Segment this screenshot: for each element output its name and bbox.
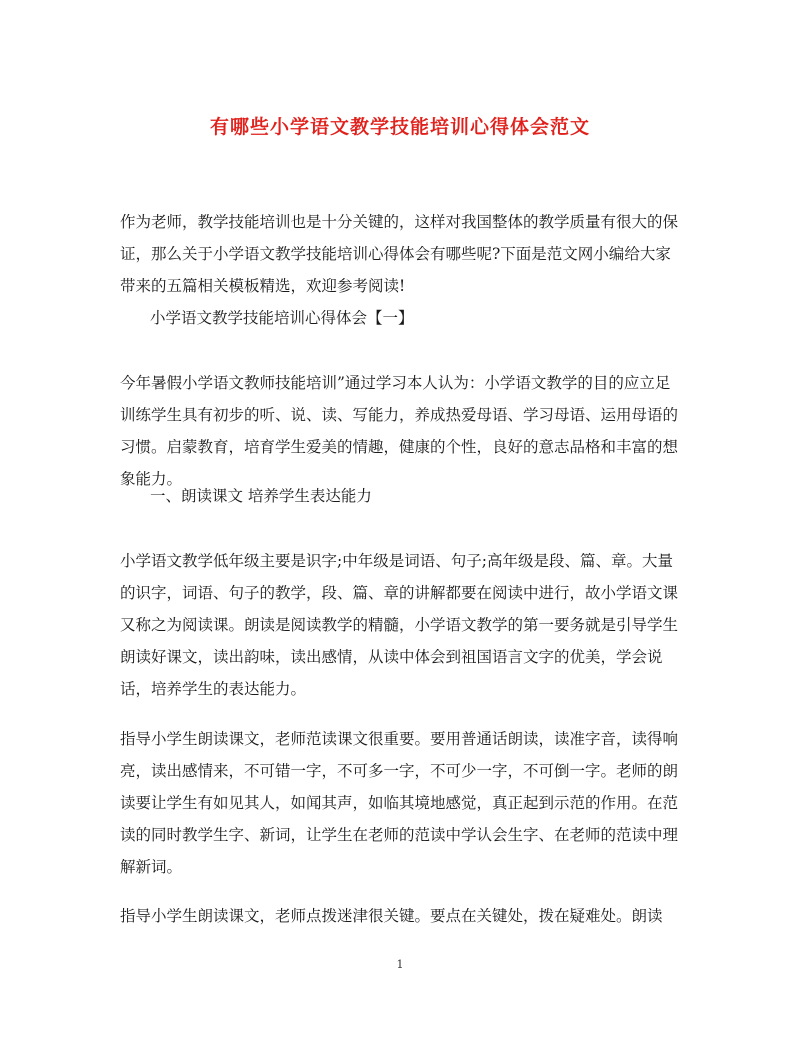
section-heading-1: 小学语文教学技能培训心得体会【一】 — [150, 309, 414, 327]
paragraph-4: 指导小学生朗读课文，老师点拨迷津很关键。要点在关键处，拨在疑难处。朗读 — [120, 907, 663, 925]
paragraph-1: 今年暑假小学语文教师技能培训”通过学习本人认为：小学语文教学的目的应立足训练学生具有初步的听、说、读、写能力，养成热爱母语、学习母语、运用母语的习惯。启蒙教育，培育学生爱美的情趣，健康的个性，良好的意志品格和丰富的想象能力。 — [120, 374, 679, 488]
document-title: 有哪些小学语文教学技能培训心得体会范文 — [209, 116, 590, 138]
paragraph-3: 指导小学生朗读课文，老师范读课文很重要。要用普通话朗读，读准字音，读得响亮，读出感情来，不可错一字，不可多一字，不可少一字，不可倒一字。老师的朗读要让学生有如见其人，如闻其声，如临其境地感觉，真正起到示范的作用。在范读的同时教学生字、新词，让学生在老师的范读中学认会生字、在老师的范读中理解新词。 — [120, 730, 679, 876]
subheading-1: 一、朗读课文 培养学生表达能力 — [150, 487, 372, 505]
intro-paragraph: 作为老师，教学技能培训也是十分关键的，这样对我国整体的教学质量有很大的保证，那么关于小学语文教学技能培训心得体会有哪些呢?下面是范文网小编给大家带来的五篇相关模板精选，欢迎参考阅读! — [120, 213, 679, 295]
paragraph-2: 小学语文教学低年级主要是识字;中年级是词语、句子;高年级是段、篇、章。大量的识字，词语、句子的教学，段、篇、章的讲解都要在阅读中进行，故小学语文课又称之为阅读课。朗读是阅读教学的精髓，小学语文教学的第一要务就是引导学生朗读好课文，读出韵味，读出感情，从读中体会到祖国语言文字的优美，学会说话，培养学生的表达能力。 — [120, 552, 679, 698]
page-number: 1 — [396, 958, 404, 971]
